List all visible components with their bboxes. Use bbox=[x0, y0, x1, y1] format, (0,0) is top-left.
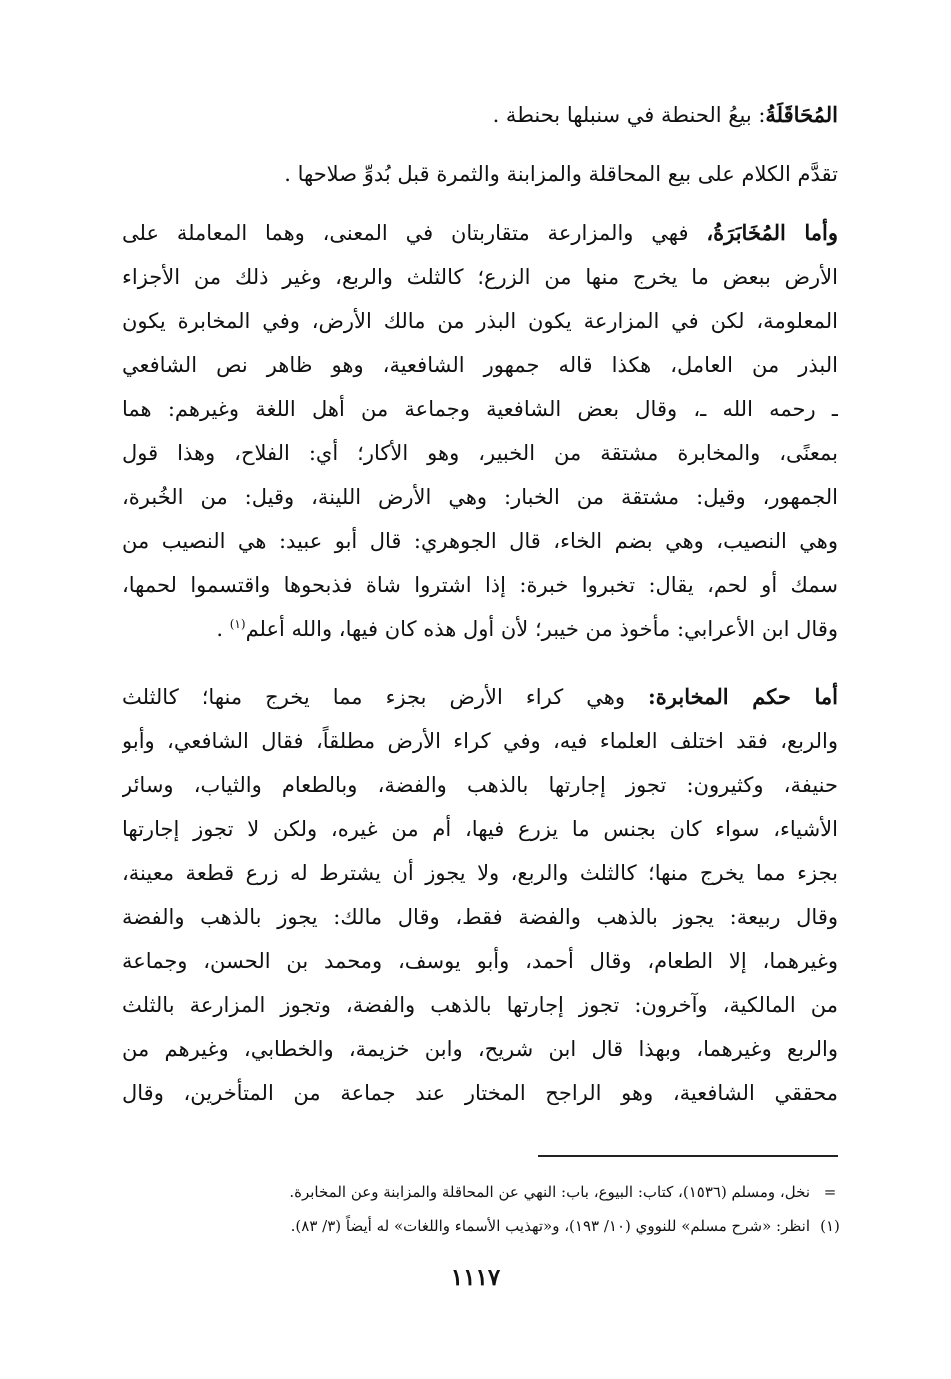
text-line: محققي الشافعية، وهو الراجح المختار عند جماعة من المتأخرين، وقال bbox=[122, 1081, 838, 1105]
text-line: الأرض ببعض ما يخرج منها من الزرع؛ كالثلث والربع، وغير ذلك من الأجزاء bbox=[122, 265, 838, 289]
paragraph-reference-note bbox=[122, 152, 838, 196]
footnote-item bbox=[130, 1209, 850, 1243]
text-line: سمك أو لحم، يقال: تخبروا خبرة: إذا اشتروا شاة فذبحوها واقتسموا لحمها، bbox=[122, 573, 838, 597]
text-line: والربع وغيرهما، وبهذا قال ابن شريح، وابن خزيمة، والخطابي، وغيرهم من bbox=[122, 1037, 838, 1061]
text-line: تقدَّم الكلام على بيع المحاقلة والمزابنة والثمرة قبل بُدوِّ صلاحها . bbox=[284, 162, 838, 186]
text-line: من المالكية، وآخرون: تجوز إجارتها بالذهب والفضة، وتجوز المزارعة بالثلث bbox=[122, 993, 838, 1017]
footnote-divider bbox=[538, 1155, 838, 1157]
line-text: وقال ابن الأعرابي: مأخوذ من خيبر؛ لأن أول هذه كان فيها، والله أعلم bbox=[245, 617, 838, 641]
text-line: بمعنًى، والمخابرة مشتقة من الخبير، وهو الأكار؛ أي: الفلاح، وهذا قول bbox=[122, 441, 838, 465]
paragraph-mukhabara-ruling bbox=[122, 675, 838, 1115]
term-muhaqala: المُحَاقَلَةُ bbox=[765, 102, 838, 127]
paragraph-mukhabara bbox=[122, 211, 838, 651]
text-line: ـ رحمه الله ـ، وقال بعض الشافعية وجماعة من أهل اللغة وغيرهم: هما bbox=[122, 397, 838, 421]
footnote-item bbox=[130, 1175, 850, 1209]
footnote-text: نخل، ومسلم (١٥٣٦)، كتاب: البيوع، باب: النهي عن المحاقلة والمزابنة وعن المخابرة. bbox=[289, 1183, 810, 1201]
text-line: وهي النصيب، وهي بضم الخاء، قال الجوهري: قال أبو عبيد: هي النصيب من bbox=[122, 529, 838, 553]
text-line: بجزء مما يخرج منها؛ كالثلث والربع، ولا يجوز أن يشترط له زرع قطعة معينة، bbox=[122, 861, 838, 885]
footnote-number: (١) bbox=[820, 1217, 840, 1235]
definition-text: : بيعُ الحنطة في سنبلها بحنطة . bbox=[492, 103, 766, 127]
text-line bbox=[122, 211, 838, 255]
text-line: المعلومة، لكن في المزارعة يكون البذر من مالك الأرض، وفي المخابرة يكون bbox=[122, 309, 838, 333]
text-line: حنيفة، وكثيرون: تجوز إجارتها بالذهب والفضة، وبالطعام والثياب، وسائر bbox=[122, 773, 838, 797]
text-line: وقال ربيعة: يجوز بالذهب والفضة فقط، وقال مالك: يجوز بالذهب والفضة bbox=[122, 905, 838, 929]
text-line: البذر من العامل، هكذا قاله جمهور الشافعية، وهو ظاهر نص الشافعي bbox=[122, 353, 838, 377]
paragraph-muhaqala bbox=[122, 93, 838, 137]
text-line bbox=[122, 675, 838, 719]
text-line bbox=[122, 93, 838, 137]
footnote-continuation-mark: = bbox=[823, 1183, 837, 1201]
page-number: ١١١٧ bbox=[450, 1264, 501, 1291]
footnote-text: انظر: «شرح مسلم» للنووي (١٠/ ١٩٣)، و«تهذيب الأسماء واللغات» له أيضاً (٣/ ٨٣). bbox=[290, 1217, 810, 1235]
heading-ruling: أما حكم المخابرة: bbox=[648, 684, 838, 709]
footnote-reference[interactable]: (١) bbox=[229, 617, 246, 631]
text-line: وغيرهما، إلا الطعام، وقال أحمد، وأبو يوسف، ومحمد بن الحسن، وجماعة bbox=[122, 949, 838, 973]
footnotes bbox=[130, 1175, 850, 1243]
text-line bbox=[122, 607, 838, 651]
line-text: وهي كراء الأرض بجزء مما يخرج منها؛ كالثلث bbox=[122, 685, 625, 709]
text-line: والربع، فقد اختلف العلماء فيه، وفي كراء الأرض مطلقاً، فقال الشافعي، وأبو bbox=[122, 729, 838, 753]
text-line: الجمهور، وقيل: مشتقة من الخبار: وهي الأرض اللينة، وقيل: من الخُبرة، bbox=[122, 485, 838, 509]
line-text: فهي والمزارعة متقاربتان في المعنى، وهما المعاملة على bbox=[122, 221, 689, 245]
term-mukhabara: وأما المُخَابَرَةُ، bbox=[706, 220, 838, 245]
end-punctuation: . bbox=[216, 617, 224, 641]
text-line: الأشياء، سواء كان بجنس ما يزرع فيها، أم من غيره، ولكن لا تجوز إجارتها bbox=[122, 817, 838, 841]
